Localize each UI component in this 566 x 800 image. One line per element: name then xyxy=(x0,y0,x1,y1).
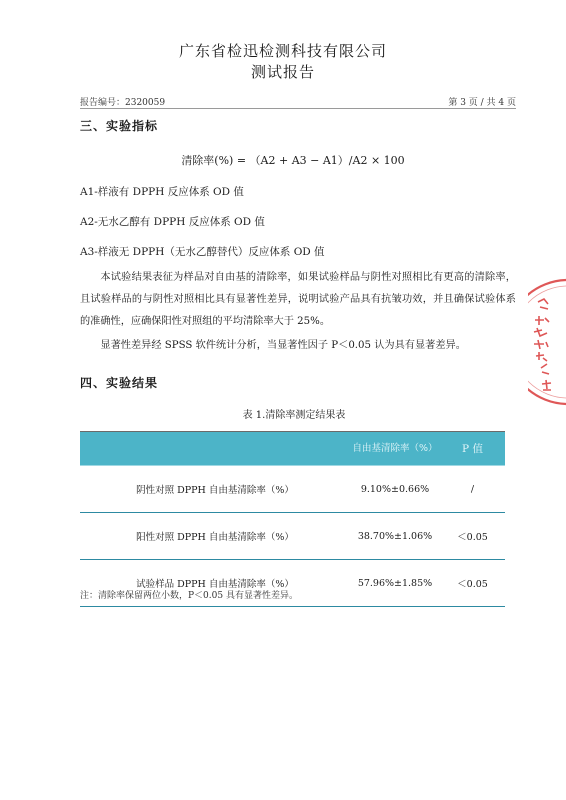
definition-a2: A2-无水乙醇有 DPPH 反应体系 OD 值 xyxy=(80,216,265,228)
table-note: 注：清除率保留两位小数，P＜0.05 具有显著性差异。 xyxy=(80,591,298,601)
formula: 清除率(%) = （A2 + A3 − A1）/A2 × 100 xyxy=(181,154,405,167)
table-caption: 表 1.清除率测定结果表 xyxy=(242,410,346,421)
row-clearance: 9.10%±0.66% xyxy=(360,483,430,495)
section-heading-indicators: 三、实验指标 xyxy=(80,119,159,133)
company-seal-stamp xyxy=(528,272,566,412)
table-row xyxy=(80,513,505,560)
row-label: 试验样品 DPPH 自由基清除率（%） xyxy=(136,579,294,590)
paragraph-criteria: 本试验结果表征为样品对自由基的清除率，如果试验样品与阴性对照相比有更高的清除率，且试验样品的与阴性对照相比具有显著性差异，说明试验产品具有抗皱功效，并且确保试验体系的准确性，应确保阳性对照组的平均清除率大于 25%。 xyxy=(80,272,516,327)
report-number: 报告编号：2320059 xyxy=(80,98,166,108)
definition-a3: A3-样液无 DPPH（无水乙醇替代）反应体系 OD 值 xyxy=(80,246,325,258)
column-header-clearance: 自由基清除率（%） xyxy=(352,442,438,454)
definition-a1: A1-样液有 DPPH 反应体系 OD 值 xyxy=(80,186,244,198)
row-label: 阳性对照 DPPH 自由基清除率（%） xyxy=(136,532,294,543)
page-indicator: 第 3 页 / 共 4 页 xyxy=(448,98,516,108)
column-header-p-value: P 值 xyxy=(462,442,483,455)
paragraph-significance: 显著性差异经 SPSS 软件统计分析，当显著性因子 P＜0.05 认为具有显著差异。 xyxy=(100,340,466,351)
header-divider xyxy=(80,108,516,109)
row-clearance: 57.96%±1.85% xyxy=(357,577,433,589)
company-name: 广东省检迅检测科技有限公司 xyxy=(178,42,387,60)
row-label: 阴性对照 DPPH 自由基清除率（%） xyxy=(136,485,294,496)
row-p-value: ＜0.05 xyxy=(457,579,488,590)
table-header xyxy=(80,431,505,466)
section-heading-results: 四、实验结果 xyxy=(80,376,159,390)
results-table xyxy=(80,431,505,607)
row-p-value: / xyxy=(470,483,475,495)
row-p-value: ＜0.05 xyxy=(457,532,488,543)
report-title: 测试报告 xyxy=(250,63,315,81)
table-row xyxy=(80,466,505,513)
row-clearance: 38.70%±1.06% xyxy=(357,530,433,542)
